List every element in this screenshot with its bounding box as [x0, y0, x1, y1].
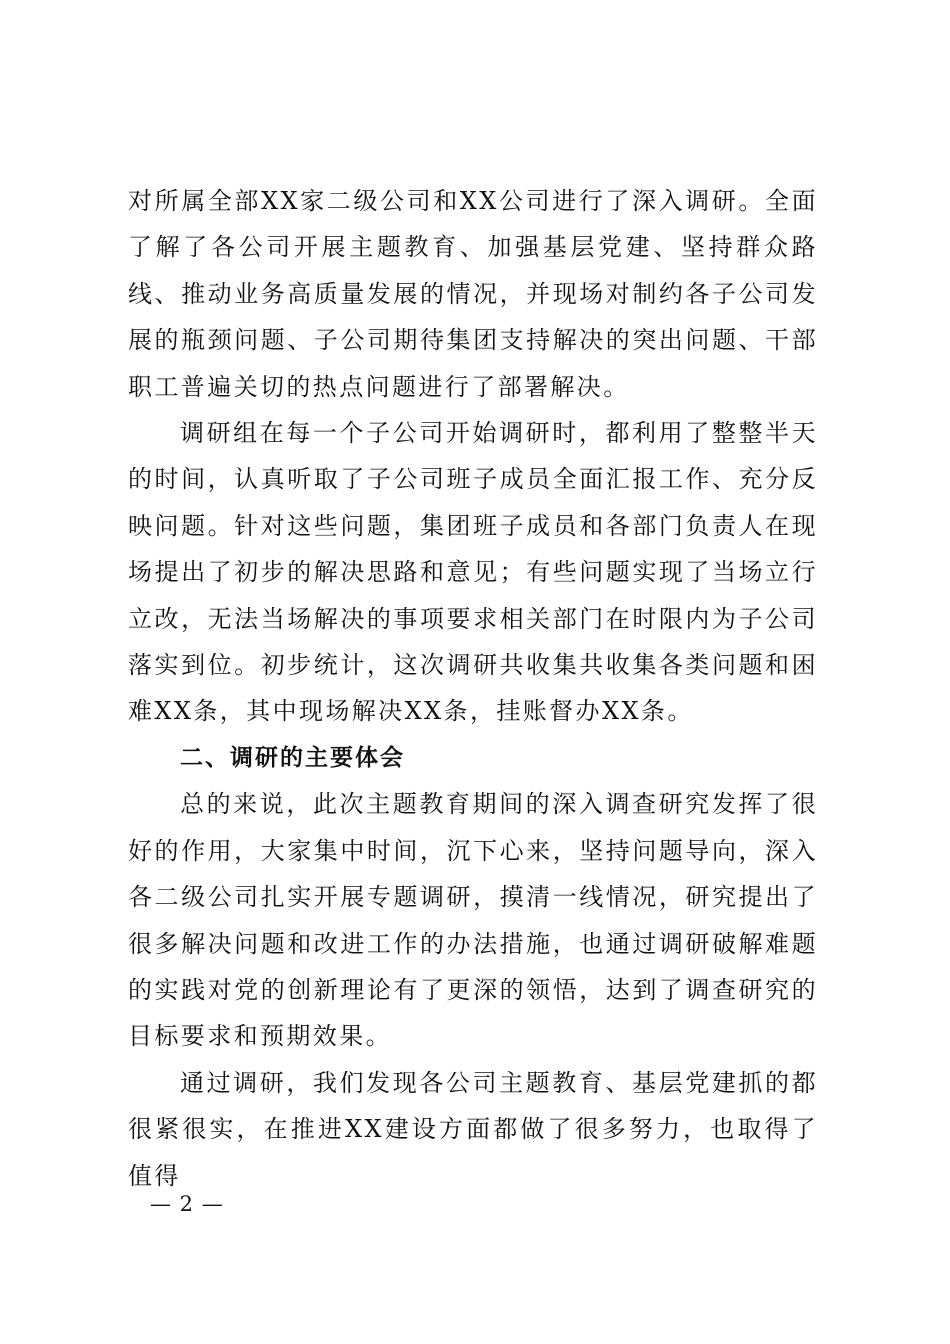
- page-number: — 2 —: [150, 1192, 224, 1216]
- paragraph-research-process: 调研组在每一个子公司开始调研时，都利用了整整半天的时间，认真听取了子公司班子成员全面汇报工作、充分反映问题。针对这些问题，集团班子成员和各部门负责人在现场提出了初步的解决思路和意见；有些问题实现了当场立行立改，无法当场解决的事项要求相关部门在时限内为子公司落实到位。初步统计，这次调研共收集共收集各类问题和困难XX条，其中现场解决XX条，挂账督办XX条。: [128, 419, 818, 726]
- paragraph-continuation: 对所属全部XX家二级公司和XX公司进行了深入调研。全面了解了各公司开展主题教育、加强基层党建、坚持群众路线、推动业务高质量发展的情况，并现场对制约各子公司发展的瓶颈问题、子公司期待集团支持解决的突出问题、干部职工普遍关切的热点问题进行了部署解决。: [128, 187, 818, 401]
- section-heading: 二、调研的主要体会: [180, 744, 405, 771]
- paragraph-findings: 通过调研，我们发现各公司主题教育、基层党建抓的都很紧很实，在推进XX建设方面都做了很多努力，也取得了值得: [128, 1068, 818, 1190]
- document-body: [128, 178, 818, 1199]
- paragraph-summary: 总的来说，此次主题教育期间的深入调查研究发挥了很好的作用，大家集中时间，沉下心来，坚持问题导向，深入各二级公司扎实开展专题调研，摸清一线情况，研究提出了很多解决问题和改进工作的办法措施，也通过调研破解难题的实践对党的创新理论有了更深的领悟，达到了调查研究的目标要求和预期效果。: [128, 790, 818, 1051]
